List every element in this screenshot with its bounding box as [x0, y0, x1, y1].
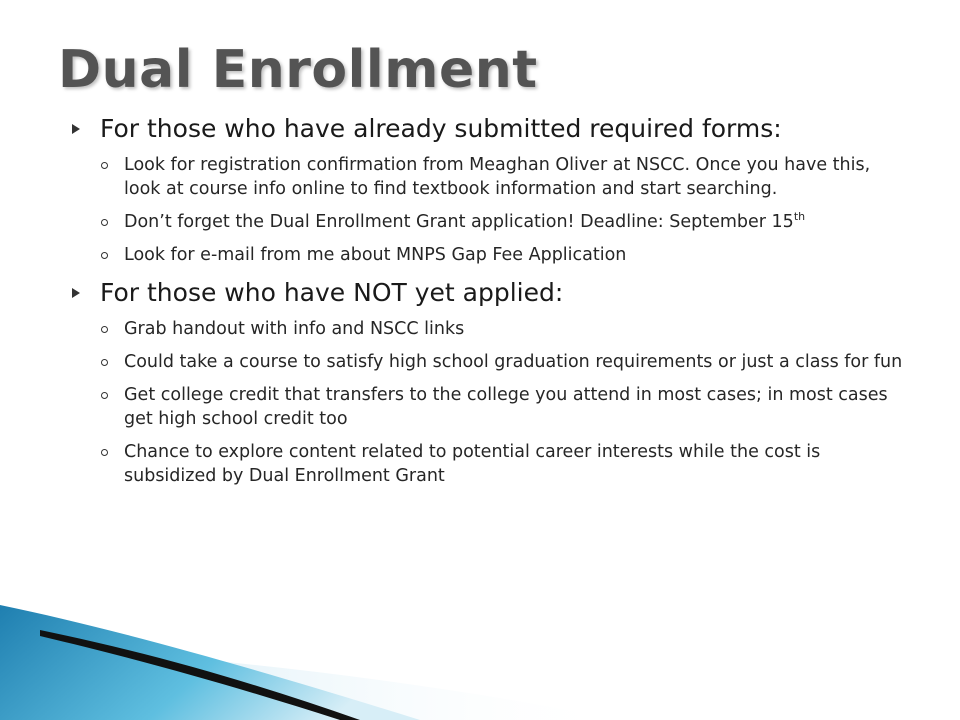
arrow-bullet-icon — [72, 124, 80, 134]
circle-bullet-icon — [101, 326, 108, 333]
section-heading — [72, 112, 912, 145]
sub-list — [72, 153, 912, 267]
wave-blue — [0, 605, 420, 720]
section-submitted — [72, 112, 912, 267]
list-item-text: Chance to explore content related to potential career interests while the cost is subsidized by Dual Enrollment Grant — [124, 442, 821, 486]
circle-bullet-icon — [101, 252, 108, 259]
section-heading-text: For those who have NOT yet applied: — [100, 278, 564, 307]
circle-bullet-icon — [101, 392, 108, 399]
list-item — [72, 440, 912, 488]
sub-list — [72, 317, 912, 488]
list-item-text: Don’t forget the Dual Enrollment Grant application! Deadline: September 15 — [124, 212, 794, 232]
list-item-text: Look for e-mail from me about MNPS Gap Fee Application — [124, 245, 627, 265]
section-not-applied — [72, 276, 912, 488]
section-heading — [72, 276, 912, 309]
circle-bullet-icon — [101, 359, 108, 366]
circle-bullet-icon — [101, 162, 108, 169]
list-item-text: Look for registration confirmation from Meaghan Oliver at NSCC. Once you have this, look at course info online to find textbook information and start searching. — [124, 155, 871, 199]
slide-title: Dual Enrollment — [58, 40, 538, 100]
corner-wave-decoration — [0, 560, 960, 720]
circle-bullet-icon — [101, 449, 108, 456]
list-item — [72, 383, 912, 431]
list-item — [72, 210, 912, 234]
superscript: th — [793, 210, 806, 224]
list-item-text: Grab handout with info and NSCC links — [124, 319, 465, 339]
section-heading-text: For those who have already submitted required forms: — [100, 114, 782, 143]
list-item-text: Could take a course to satisfy high school graduation requirements or just a class for fun — [124, 352, 903, 372]
list-item — [72, 350, 912, 374]
list-item-text: Get college credit that transfers to the college you attend in most cases; in most cases get high school credit too — [124, 385, 888, 429]
list-item — [72, 243, 912, 267]
slide-content — [72, 112, 912, 497]
list-item — [72, 317, 912, 341]
arrow-bullet-icon — [72, 288, 80, 298]
circle-bullet-icon — [101, 219, 108, 226]
list-item — [72, 153, 912, 201]
